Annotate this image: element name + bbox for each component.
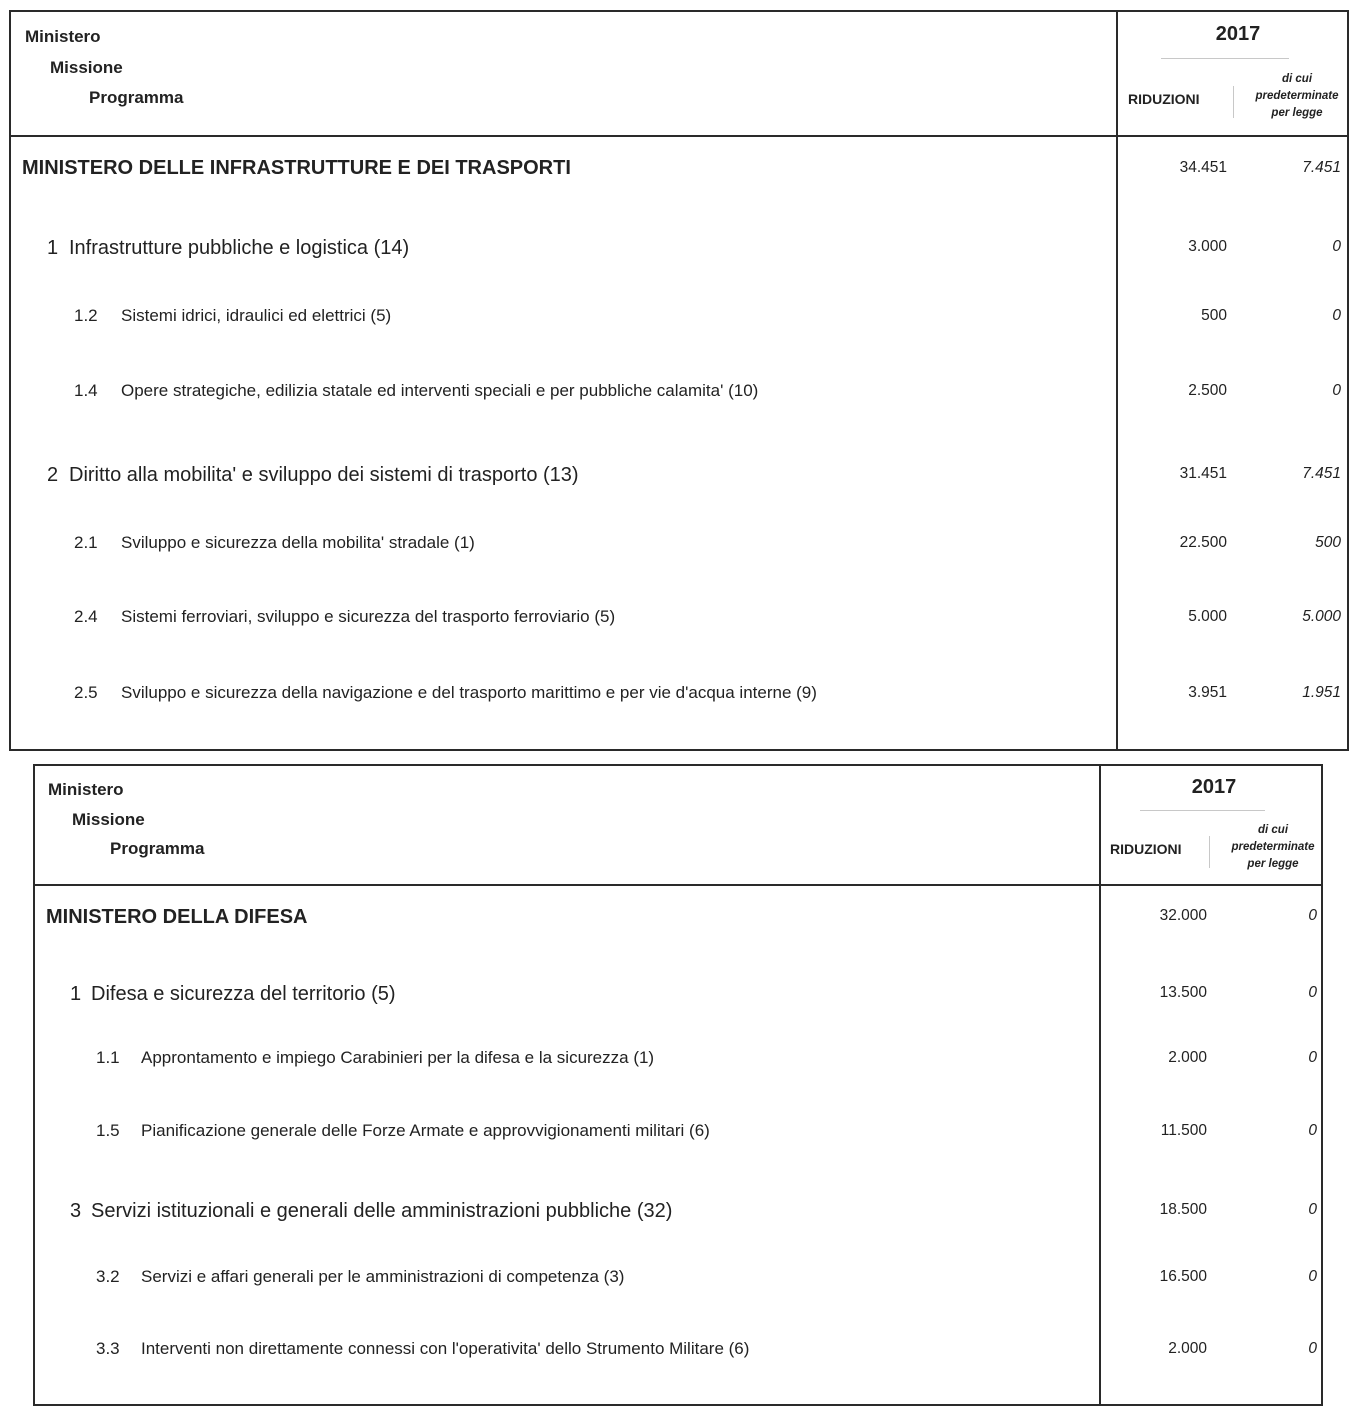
header-ministero: Ministero — [48, 780, 124, 799]
mission-number: 2 — [47, 464, 59, 486]
program-number: 3.3 — [96, 1339, 120, 1358]
program-number: 1.2 — [74, 306, 98, 325]
header-di-cui — [1243, 71, 1351, 122]
program-number: 2.1 — [74, 533, 98, 552]
program-riduzioni: 3.951 — [1188, 684, 1227, 701]
ministry-riduzioni: 34.451 — [1179, 159, 1227, 176]
header-programma: Programma — [89, 88, 184, 107]
mission-predeterminate: 0 — [1332, 238, 1341, 255]
program-predeterminate: 0 — [1308, 1268, 1317, 1285]
ministry-predeterminate: 0 — [1308, 907, 1317, 924]
program-label: Opere strategiche, edilizia statale ed interventi speciali e per pubbliche calamita' (10) — [121, 381, 759, 400]
program-riduzioni: 16.500 — [1159, 1268, 1207, 1285]
program-predeterminate: 0 — [1332, 307, 1341, 324]
header-riduzioni: RIDUZIONI — [1110, 841, 1182, 857]
header-missione: Missione — [72, 810, 145, 829]
header-year: 2017 — [1215, 23, 1261, 45]
year-underline — [1161, 58, 1289, 59]
mission-riduzioni: 3.000 — [1188, 238, 1227, 255]
program-predeterminate: 500 — [1315, 534, 1341, 551]
program-predeterminate: 0 — [1308, 1122, 1317, 1139]
mission-predeterminate: 0 — [1308, 984, 1317, 1001]
subheader-divider — [1209, 836, 1210, 868]
program-riduzioni: 2.000 — [1168, 1340, 1207, 1357]
mission-number: 3 — [70, 1200, 82, 1222]
program-label: Servizi e affari generali per le amministrazioni di competenza (3) — [141, 1267, 625, 1286]
program-label: Interventi non direttamente connessi con l'operativita' dello Strumento Militare (6) — [141, 1339, 750, 1358]
program-number: 1.5 — [96, 1121, 120, 1140]
program-riduzioni: 2.500 — [1188, 382, 1227, 399]
header-divider — [35, 884, 1321, 886]
program-riduzioni: 11.500 — [1160, 1122, 1207, 1139]
program-label: Approntamento e impiego Carabinieri per la difesa e la sicurezza (1) — [141, 1048, 655, 1067]
mission-label: Difesa e sicurezza del territorio (5) — [91, 983, 396, 1005]
program-predeterminate: 1.951 — [1302, 684, 1341, 701]
mission-label: Infrastrutture pubbliche e logistica (14) — [69, 237, 410, 259]
program-riduzioni: 22.500 — [1179, 534, 1227, 551]
header-riduzioni: RIDUZIONI — [1128, 91, 1200, 107]
di-cui-line: di cui — [1281, 73, 1313, 85]
program-riduzioni: 5.000 — [1188, 608, 1227, 625]
ministry-predeterminate: 7.451 — [1302, 159, 1341, 176]
program-label: Sviluppo e sicurezza della mobilita' stradale (1) — [121, 533, 475, 552]
header-di-cui — [1221, 822, 1325, 873]
mission-predeterminate: 0 — [1308, 1201, 1317, 1218]
program-predeterminate: 0 — [1308, 1049, 1317, 1066]
di-cui-line: per legge — [1247, 858, 1299, 870]
program-riduzioni: 2.000 — [1168, 1049, 1207, 1066]
budget-table-infrastrutture — [9, 10, 1349, 751]
di-cui-line: per legge — [1271, 107, 1323, 119]
budget-table-difesa — [33, 764, 1323, 1406]
program-predeterminate: 0 — [1308, 1340, 1317, 1357]
mission-label: Diritto alla mobilita' e sviluppo dei sistemi di trasporto (13) — [69, 464, 579, 486]
di-cui-line: di cui — [1257, 824, 1289, 836]
mission-label: Servizi istituzionali e generali delle amministrazioni pubbliche (32) — [91, 1200, 673, 1222]
mission-riduzioni: 31.451 — [1179, 465, 1227, 482]
program-predeterminate: 0 — [1332, 382, 1341, 399]
ministry-label: MINISTERO DELLA DIFESA — [46, 906, 308, 928]
mission-number: 1 — [70, 983, 82, 1005]
di-cui-line: predeterminate — [1231, 841, 1315, 853]
program-label: Sistemi ferroviari, sviluppo e sicurezza del trasporto ferroviario (5) — [121, 607, 616, 626]
column-divider — [1116, 12, 1118, 749]
header-programma: Programma — [110, 839, 205, 858]
mission-predeterminate: 7.451 — [1302, 465, 1341, 482]
mission-riduzioni: 18.500 — [1159, 1201, 1207, 1218]
header-missione: Missione — [50, 58, 123, 77]
mission-number: 1 — [47, 237, 59, 259]
program-label: Sviluppo e sicurezza della navigazione e del trasporto marittimo e per vie d'acqua interne (9) — [121, 683, 817, 702]
program-number: 2.5 — [74, 683, 98, 702]
program-number: 2.4 — [74, 607, 98, 626]
program-label: Sistemi idrici, idraulici ed elettrici (5) — [121, 306, 392, 325]
header-ministero: Ministero — [25, 27, 101, 46]
program-predeterminate: 5.000 — [1302, 608, 1341, 625]
program-riduzioni: 500 — [1201, 307, 1227, 324]
mission-riduzioni: 13.500 — [1159, 984, 1207, 1001]
di-cui-line: predeterminate — [1255, 90, 1339, 102]
program-number: 1.1 — [96, 1048, 120, 1067]
subheader-divider — [1233, 86, 1234, 118]
header-divider — [11, 135, 1347, 137]
year-underline — [1140, 810, 1265, 811]
column-divider — [1099, 766, 1101, 1404]
program-number: 1.4 — [74, 381, 98, 400]
program-label: Pianificazione generale delle Forze Armate e approvvigionamenti militari (6) — [141, 1121, 710, 1140]
ministry-label: MINISTERO DELLE INFRASTRUTTURE E DEI TRASPORTI — [22, 157, 571, 179]
ministry-riduzioni: 32.000 — [1159, 907, 1207, 924]
header-year: 2017 — [1191, 776, 1237, 798]
program-number: 3.2 — [96, 1267, 120, 1286]
